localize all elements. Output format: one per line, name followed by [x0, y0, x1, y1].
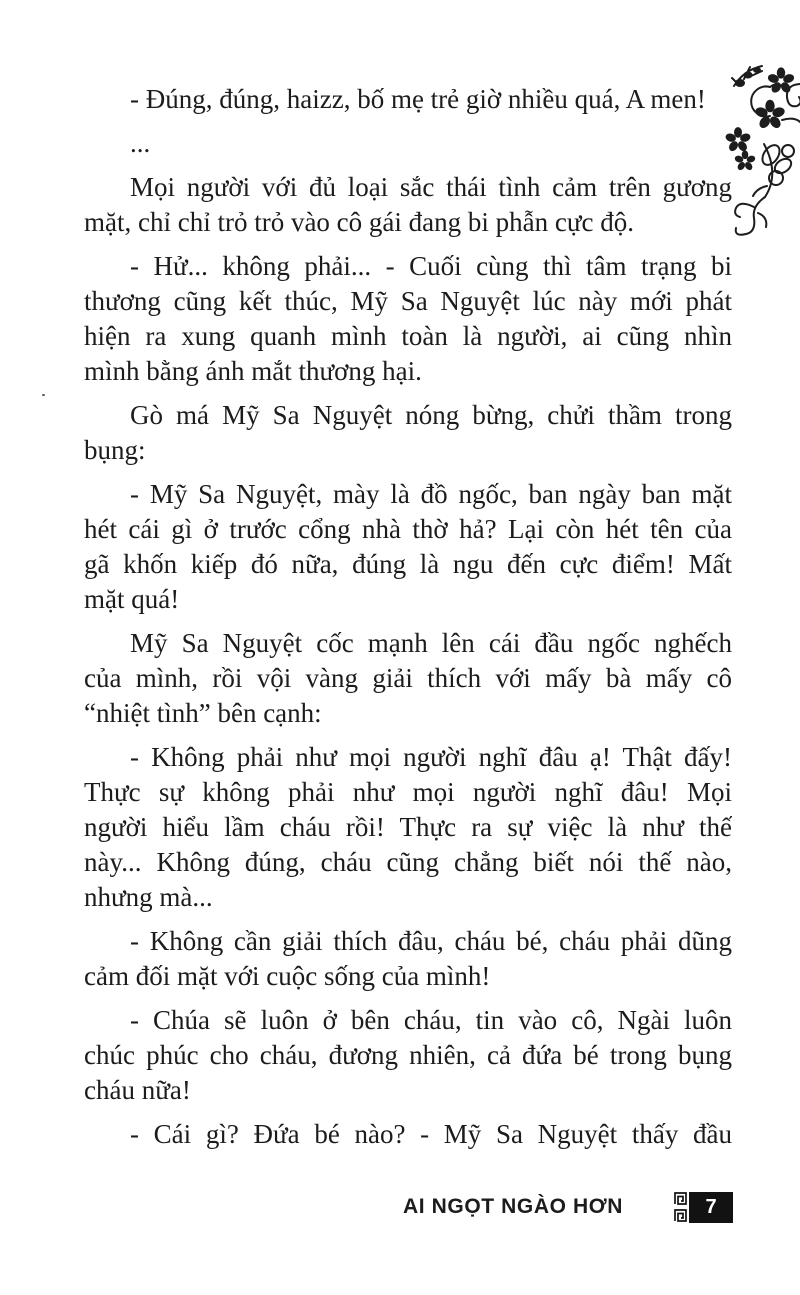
text-line: Gò má Mỹ Sa Nguyệt nóng bừng, chửi thầm trong — [130, 400, 732, 430]
text-line: gã khốn kiếp đó nữa, đúng là ngu đến cực điểm! Mất — [84, 549, 732, 579]
page-footer — [84, 1191, 733, 1223]
running-title: AI NGỌT NGÀO HƠN — [402, 1195, 623, 1218]
floral-corner-ornament-icon — [724, 56, 800, 238]
text-line: chúc phúc cho cháu, đương nhiên, cả đứa bé trong bụng — [84, 1040, 732, 1070]
paragraph — [84, 170, 732, 240]
text-line: “nhiệt tình” bên cạnh: — [84, 698, 322, 728]
paragraph — [84, 398, 732, 468]
text-line: của mình, rồi vội vàng giải thích với mấy bà mấy cô — [84, 663, 732, 693]
text-line: mặt quá! — [84, 584, 180, 614]
text-line: - Đúng, đúng, haizz, bố mẹ trẻ giờ nhiều quá, A men! — [130, 84, 706, 114]
text-line: - Chúa sẽ luôn ở bên cháu, tin vào cô, Ngài luôn — [130, 1005, 732, 1035]
text-line: bụng: — [84, 435, 146, 465]
paragraph — [84, 82, 732, 117]
page-number-badge — [689, 1192, 733, 1223]
footer-page-marker — [673, 1191, 733, 1223]
text-line: thương cũng kết thúc, Mỹ Sa Nguyệt lúc này mới phát — [84, 286, 732, 316]
paragraph — [84, 626, 732, 731]
paragraph — [84, 924, 732, 994]
text-line: - Cái gì? Đứa bé nào? - Mỹ Sa Nguyệt thấy đầu — [130, 1119, 732, 1149]
paragraph — [84, 1117, 732, 1152]
scan-speck — [42, 394, 45, 396]
text-line: mình bằng ánh mắt thương hại. — [84, 356, 422, 386]
text-line: Mỹ Sa Nguyệt cốc mạnh lên cái đầu ngốc nghếch — [130, 628, 732, 658]
text-line: - Không phải như mọi người nghĩ đâu ạ! Thật đấy! — [130, 742, 732, 772]
text-line: hiện ra xung quanh mình toàn là người, ai cũng nhìn — [84, 321, 732, 351]
text-line: - Hử... không phải... - Cuối cùng thì tâm trạng bi — [130, 251, 732, 281]
text-line: hét cái gì ở trước cổng nhà thờ hả? Lại còn hét tên của — [84, 514, 732, 544]
double-square-spiral-icon — [673, 1191, 688, 1223]
text-line: cảm đối mặt với cuộc sống của mình! — [84, 961, 491, 991]
paragraph — [84, 126, 732, 161]
text-line: này... Không đúng, cháu cũng chẳng biết nói thế nào, — [84, 847, 732, 877]
paragraph — [84, 477, 732, 617]
text-line: nhưng mà... — [84, 882, 213, 912]
text-line: mặt, chỉ chỉ trỏ trỏ vào cô gái đang bi phẫn cực độ. — [84, 207, 634, 237]
text-block — [84, 82, 732, 1161]
text-line: - Không cần giải thích đâu, cháu bé, cháu phải dũng — [130, 926, 732, 956]
paragraph — [84, 249, 732, 389]
text-line: cháu nữa! — [84, 1075, 191, 1105]
text-line: Thực sự không phải như mọi người nghĩ đâu! Mọi — [84, 777, 732, 807]
text-line: người hiểu lầm cháu rồi! Thực ra sự việc là như thế — [84, 812, 732, 842]
paragraph — [84, 1003, 732, 1108]
page-number: 7 — [705, 1195, 717, 1218]
text-line: ... — [130, 128, 151, 158]
paragraph — [84, 740, 732, 915]
text-line: - Mỹ Sa Nguyệt, mày là đồ ngốc, ban ngày ban mặt — [130, 479, 732, 509]
text-line: Mọi người với đủ loại sắc thái tình cảm trên gương — [130, 172, 732, 202]
